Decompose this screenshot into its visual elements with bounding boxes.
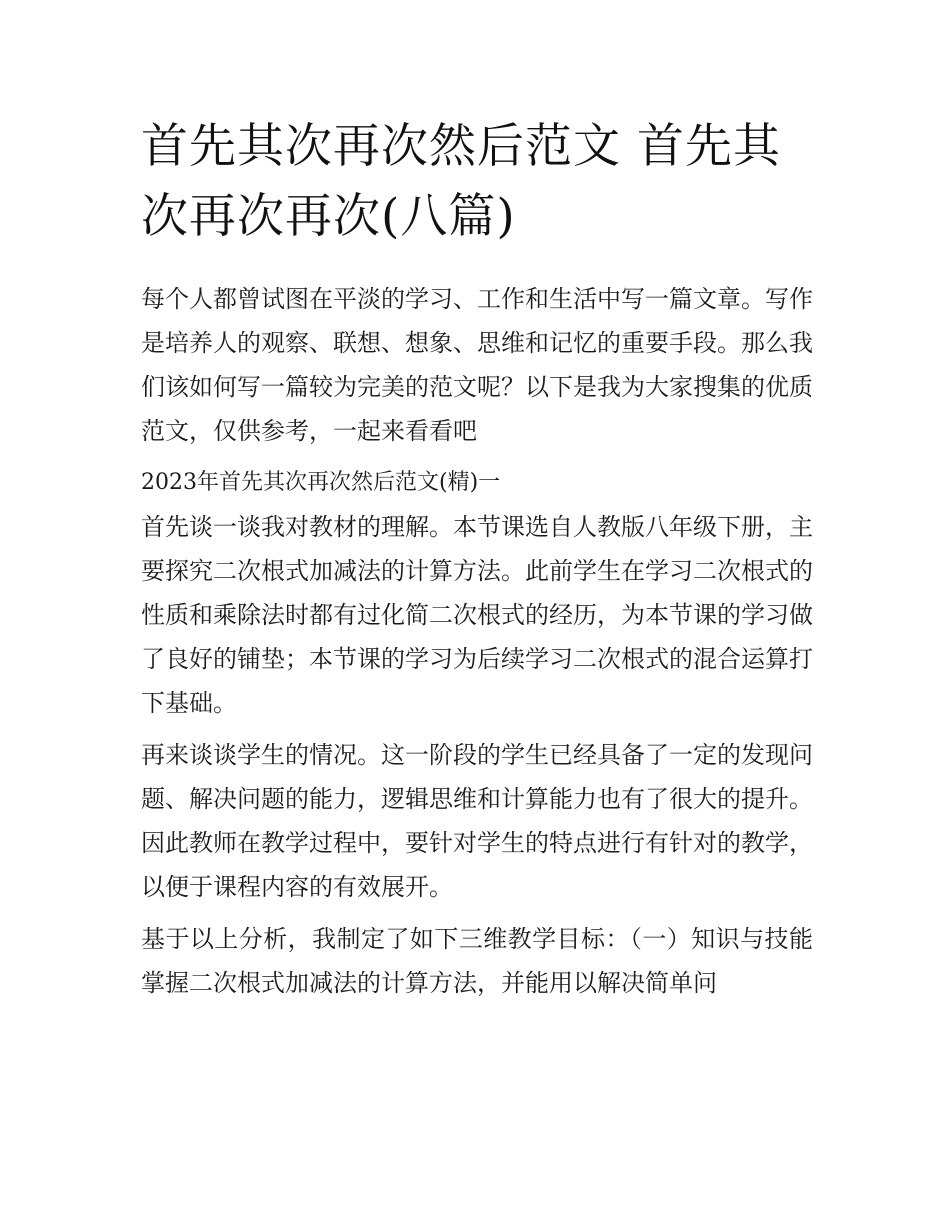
body-paragraph-1: 首先谈一谈我对教材的理解。本节课选自人教版八年级下册，主要探究二次根式加减法的计算方法。此前学生在学习二次根式的性质和乘除法时都有过化简二次根式的经历，为本节课的学习做了良好的铺垫；本节课的学习为后续学习二次根式的混合运算打下基础。	[141, 513, 813, 717]
body-paragraph-3: 基于以上分析，我制定了如下三维教学目标：（一）知识与技能 掌握二次根式加减法的计算方法，并能用以解决简单问	[141, 925, 813, 997]
section-heading: 2023年首先其次再次然后范文(精)一	[141, 470, 501, 495]
body-paragraph-2: 再来谈谈学生的情况。这一阶段的学生已经具备了一定的发现问题、解决问题的能力，逻辑思维和计算能力也有了很大的提升。因此教师在教学过程中，要针对学生的特点进行有针对的教学，以便于课程内容的有效展开。	[141, 741, 813, 901]
intro-paragraph: 每个人都曾试图在平淡的学习、工作和生活中写一篇文章。写作是培养人的观察、联想、想象、思维和记忆的重要手段。那么我们该如何写一篇较为完美的范文呢？以下是我为大家搜集的优质范文，仅供参考，一起来看看吧	[141, 285, 813, 445]
document-body	[141, 112, 813, 1005]
document-title: 首先其次再次然后范文 首先其次再次再次(八篇)	[141, 119, 781, 244]
